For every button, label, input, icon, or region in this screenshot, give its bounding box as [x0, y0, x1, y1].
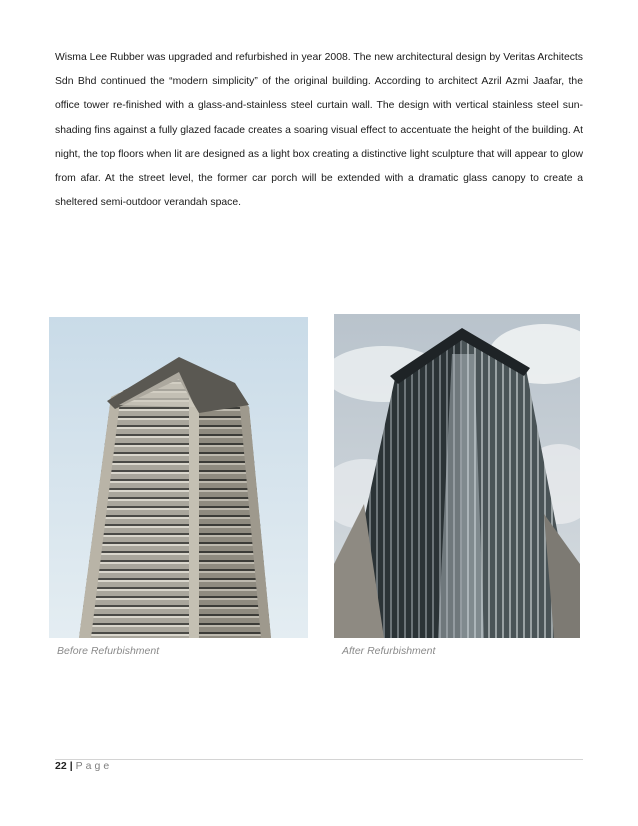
page-label: Page — [75, 760, 113, 772]
photo-after-refurbishment — [334, 314, 580, 638]
caption-after: After Refurbishment — [342, 645, 436, 657]
page-footer — [55, 760, 112, 772]
footer-divider — [55, 759, 583, 760]
page-number: 22 — [55, 760, 67, 772]
caption-before: Before Refurbishment — [57, 645, 160, 657]
body-paragraph: Wisma Lee Rubber was upgraded and refurbished in year 2008. The new architectural design by Veritas Architects Sdn Bhd continued the “modern simplicity” of the original building. According to architect Azril Azmi Jaafar, the office tower re-finished with a glass-and-stainless steel curtain wall. The design with vertical stainless steel sun-shading fins against a fully glazed facade creates a soaring visual effect to accentuate the height of the building. At night, the top floors when lit are designed as a light box creating a distinctive light sculpture that will appear to glow from afar. At the street level, the former car porch will be extended with a dramatic glass canopy to create a sheltered semi-outdoor verandah space. — [55, 52, 583, 209]
photo-before-refurbishment — [49, 317, 308, 638]
footer-separator: | — [69, 760, 73, 772]
